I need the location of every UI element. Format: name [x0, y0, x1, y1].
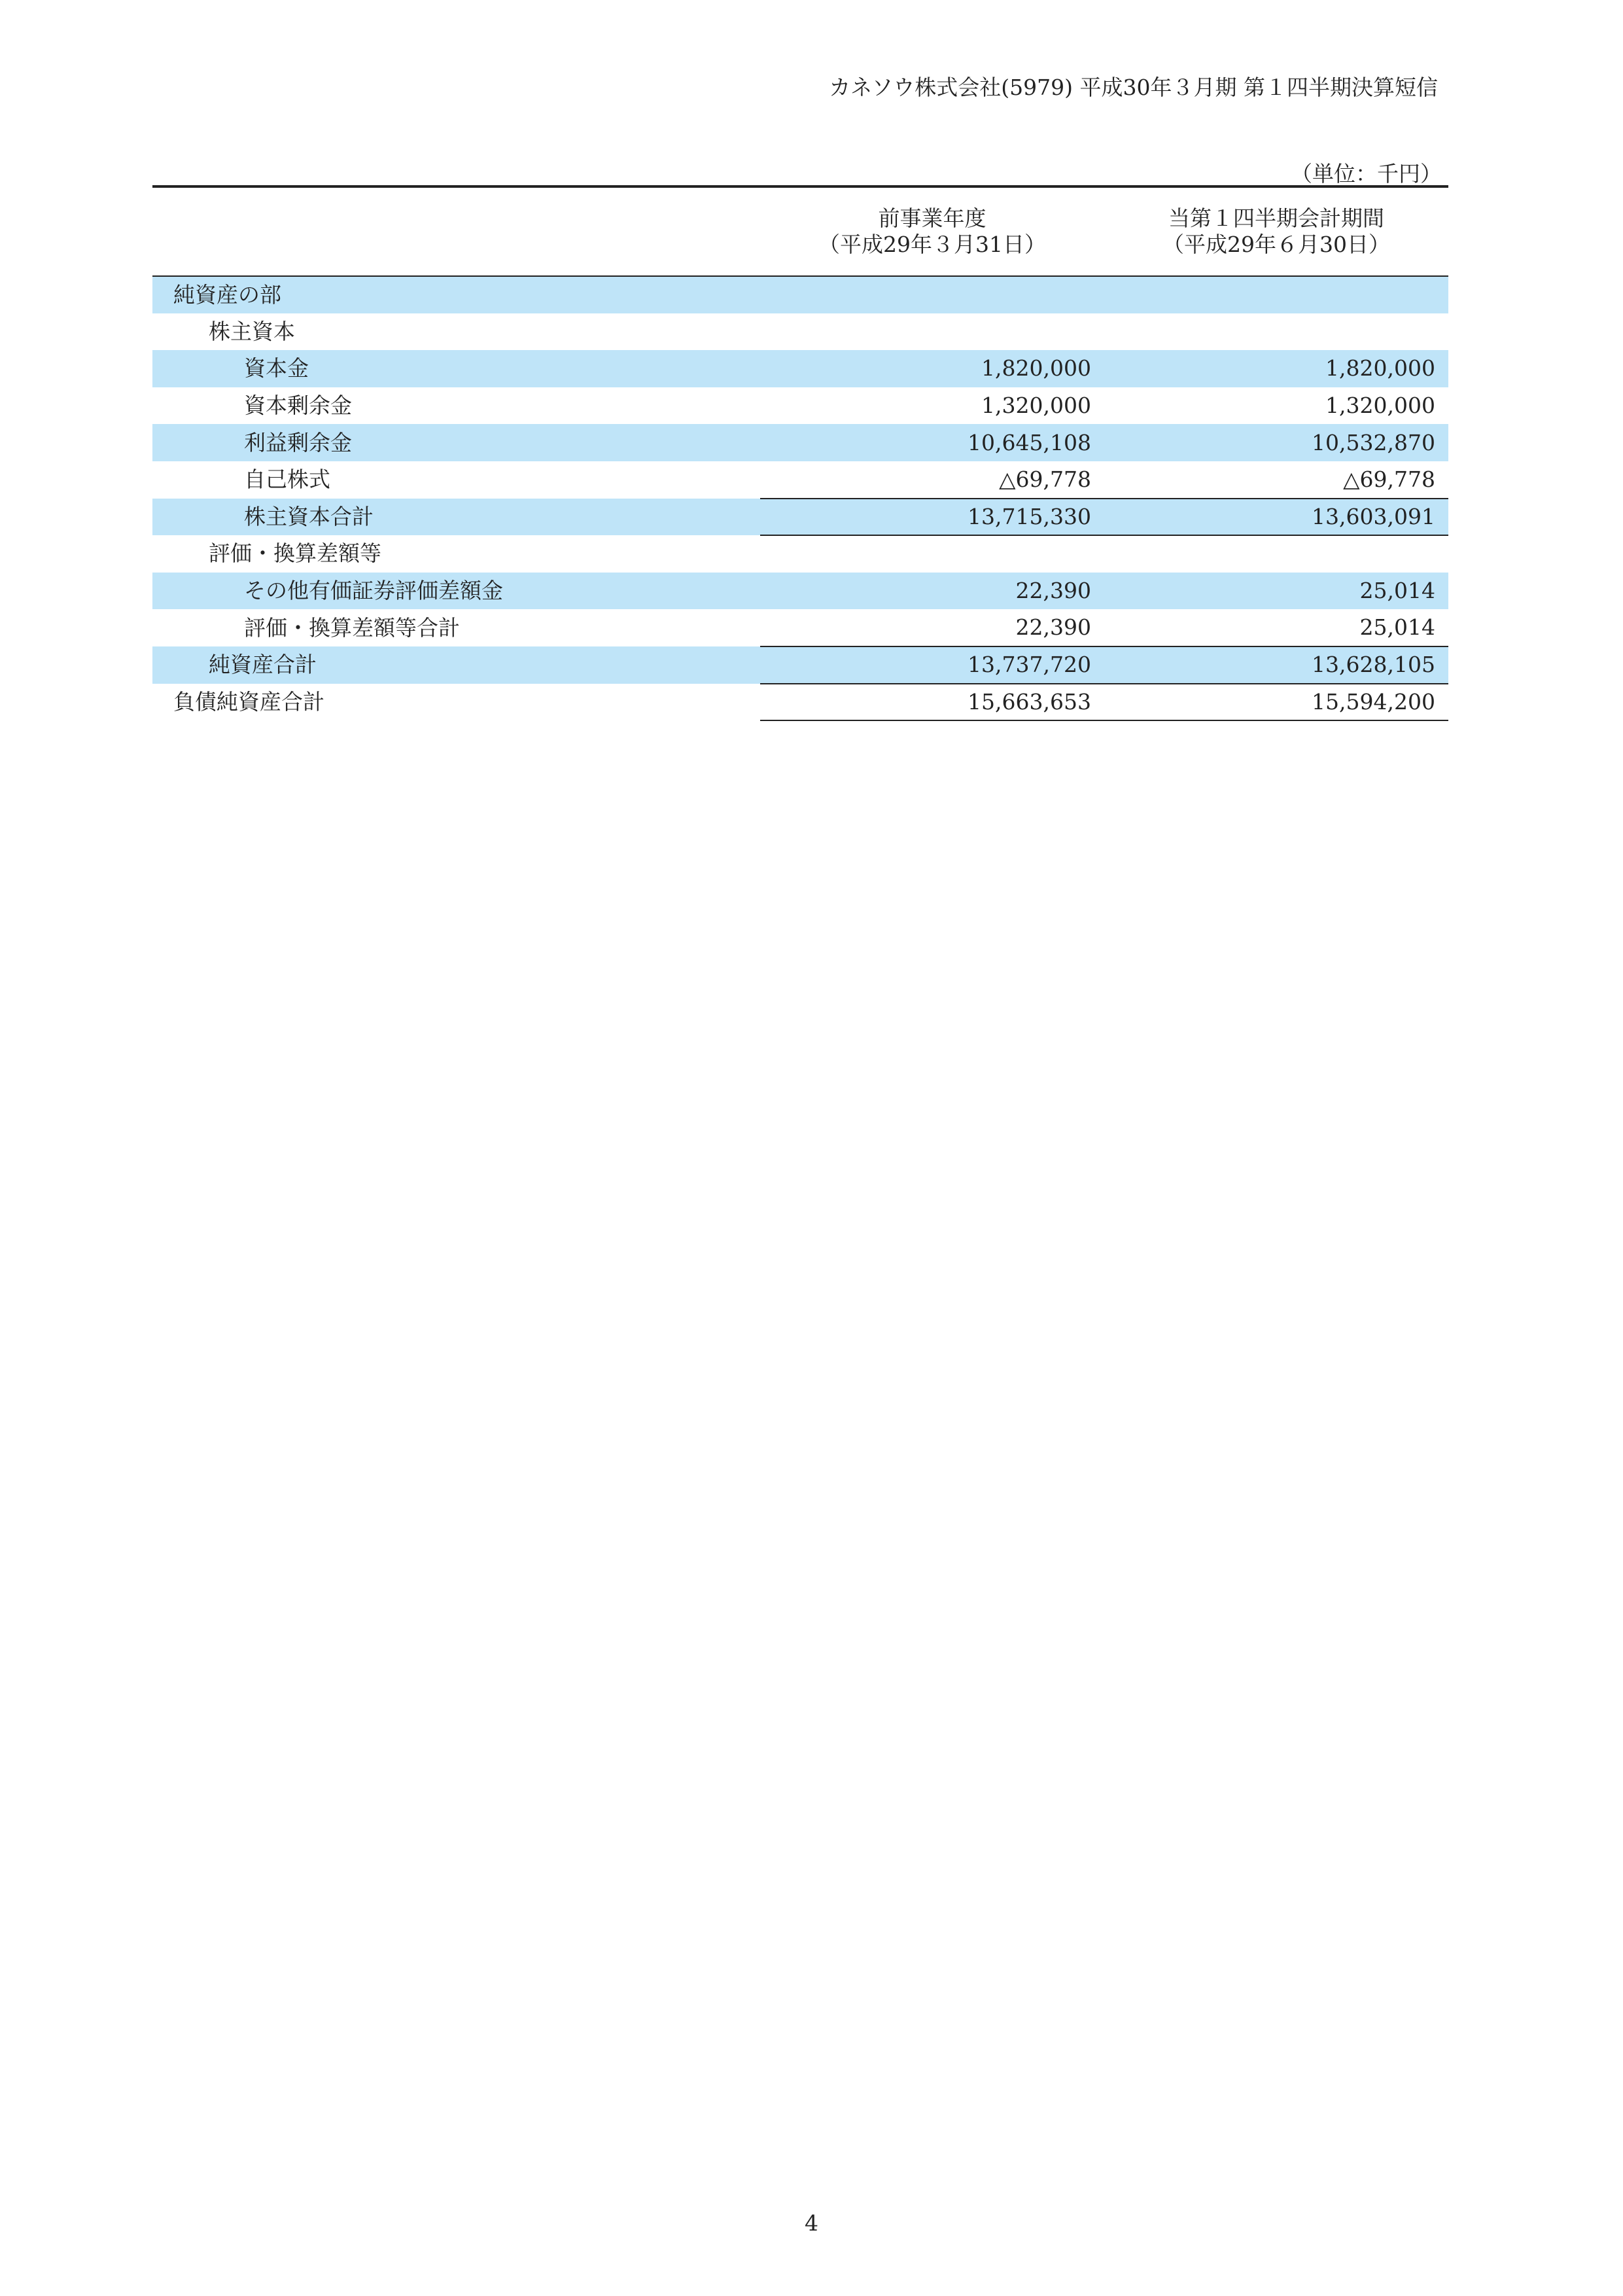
table-row: [152, 424, 1448, 461]
current-quarter-value: 1,320,000: [1325, 393, 1435, 419]
table-row: [152, 313, 1448, 351]
table-row: [152, 684, 1448, 721]
current-quarter-value: [1104, 535, 1448, 573]
previous-year-value: 15,663,653: [760, 684, 1104, 721]
row-label: 評価・換算差額等合計: [244, 614, 460, 641]
current-quarter-value: 1,820,000: [1104, 350, 1448, 387]
table-row: [152, 609, 1448, 646]
table-row: [152, 387, 1448, 425]
previous-year-value: 13,715,330: [760, 499, 1104, 536]
previous-year-value: 22,390: [760, 609, 1104, 646]
table-row: [152, 573, 1448, 610]
current-quarter-value: 25,014: [1104, 573, 1448, 610]
row-label: 純資産の部: [152, 276, 760, 313]
table-row: [152, 350, 1448, 387]
previous-year-value: 13,737,720: [760, 646, 1104, 684]
row-label: 利益剰余金: [152, 424, 760, 461]
header-current-quarter-title: 当第１四半期会計期間: [1168, 205, 1384, 231]
table-header-row: [152, 186, 1448, 276]
previous-year-value: 10,645,108: [760, 424, 1104, 461]
previous-year-value: 22,390: [760, 573, 1104, 610]
header-previous-year: [760, 186, 1104, 276]
header-previous-year-title: 前事業年度: [878, 205, 986, 231]
previous-year-value: △69,778: [760, 461, 1104, 499]
current-quarter-value: 13,628,105: [1104, 646, 1448, 684]
current-quarter-value: [1104, 276, 1448, 313]
current-quarter-value: [1104, 313, 1448, 351]
table-row: [152, 535, 1448, 573]
row-label: 資本金: [152, 350, 760, 387]
current-quarter-value: 13,603,091: [1104, 499, 1448, 536]
header-current-quarter-date: （平成29年６月30日）: [1162, 232, 1390, 257]
unit-note: （単位：千円）: [1291, 161, 1442, 186]
previous-year-value: [760, 276, 1104, 313]
row-label: 負債純資産合計: [173, 688, 324, 715]
previous-year-value: [760, 535, 1104, 573]
current-quarter-value: 10,532,870: [1104, 424, 1448, 461]
table-row: [152, 461, 1448, 499]
row-label: 評価・換算差額等: [209, 540, 381, 567]
previous-year-value: [760, 313, 1104, 351]
previous-year-value: 1,320,000: [981, 393, 1091, 419]
header-previous-year-date: （平成29年３月31日）: [818, 232, 1046, 257]
row-label: その他有価証券評価差額金: [152, 573, 760, 610]
table-row: [152, 276, 1448, 313]
current-quarter-value: △69,778: [1104, 461, 1448, 499]
row-label: 株主資本合計: [152, 499, 760, 536]
page-number: 4: [805, 2210, 818, 2236]
row-label: 資本剰余金: [244, 393, 352, 419]
current-quarter-value: 25,014: [1104, 609, 1448, 646]
row-label: 株主資本: [209, 318, 295, 344]
row-label: 自己株式: [244, 467, 330, 493]
previous-year-value: 1,820,000: [760, 350, 1104, 387]
document-header: カネソウ株式会社(5979) 平成30年３月期 第１四半期決算短信: [829, 75, 1438, 100]
row-label: 純資産合計: [152, 646, 760, 684]
header-current-quarter: [1104, 186, 1448, 276]
header-label-cell: [152, 186, 760, 276]
net-assets-table: [152, 185, 1448, 721]
current-quarter-value: 15,594,200: [1104, 684, 1448, 721]
table-row: [152, 646, 1448, 684]
table-row: [152, 499, 1448, 536]
